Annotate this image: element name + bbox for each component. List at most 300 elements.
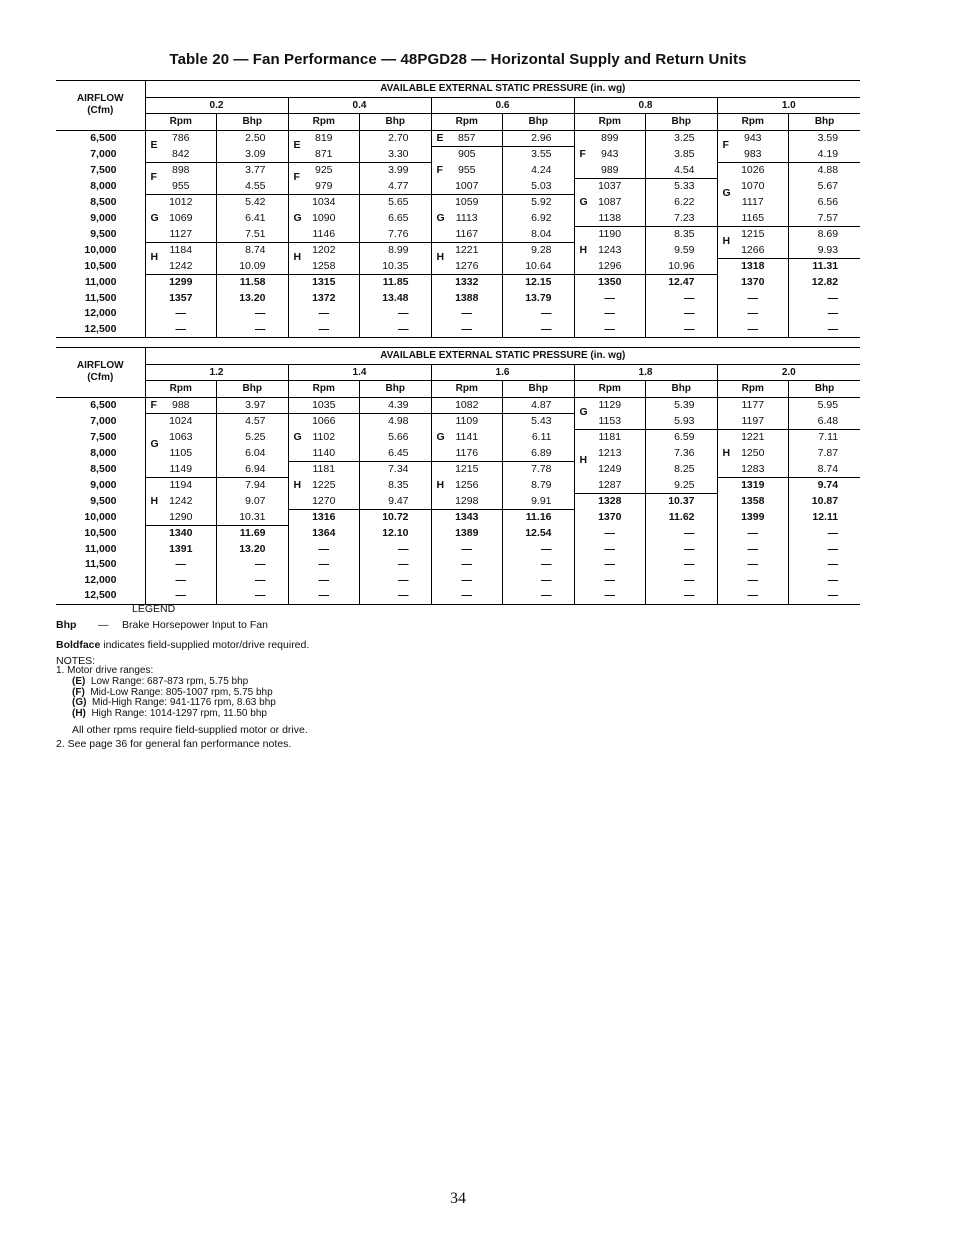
rpm-value: 1167 xyxy=(455,227,479,240)
rpm-header: Rpm xyxy=(288,381,360,398)
rpm-cell xyxy=(288,322,360,338)
rpm-value: — xyxy=(318,322,329,335)
rpm-cell xyxy=(717,227,789,247)
rpm-cell xyxy=(288,542,360,558)
table-row xyxy=(56,179,860,195)
bhp-header: Bhp xyxy=(217,381,289,398)
bhp-cell: 12.54 xyxy=(503,526,575,542)
rpm-value: — xyxy=(604,526,615,539)
rpm-cell xyxy=(574,557,646,573)
rpm-cell xyxy=(288,446,360,462)
bhp-cell: — xyxy=(646,542,718,558)
rpm-value: 1141 xyxy=(455,430,479,443)
rpm-cell xyxy=(717,275,789,291)
rpm-cell xyxy=(717,526,789,542)
bhp-cell: 4.57 xyxy=(217,414,289,430)
rpm-cell xyxy=(574,163,646,179)
bhp-cell: — xyxy=(503,306,575,322)
bhp-cell: 11.69 xyxy=(217,526,289,542)
drive-range-marker: E xyxy=(293,138,301,151)
rpm-cell xyxy=(574,130,646,147)
drive-range-marker: F xyxy=(293,171,300,183)
table-row xyxy=(56,478,860,494)
bhp-cell: — xyxy=(789,291,861,307)
airflow-cell: 12,500 xyxy=(56,588,145,604)
airflow-label: AIRFLOW xyxy=(76,360,124,372)
rpm-cell xyxy=(431,462,503,478)
rpm-value: 1266 xyxy=(741,243,765,256)
rpm-cell xyxy=(288,588,360,604)
bhp-cell: 8.35 xyxy=(646,227,718,243)
rpm-value: 1113 xyxy=(455,211,478,224)
rpm-cell xyxy=(574,211,646,227)
rpm-cell xyxy=(717,291,789,307)
rpm-cell xyxy=(717,397,789,414)
airflow-label: AIRFLOW xyxy=(76,93,124,105)
legend-definition: Brake Horsepower Input to Fan xyxy=(122,619,268,631)
rpm-cell xyxy=(574,542,646,558)
rpm-value: 1194 xyxy=(169,479,193,491)
rpm-value: 1270 xyxy=(312,494,336,507)
rpm-value: 1153 xyxy=(598,414,622,427)
rpm-cell xyxy=(431,195,503,211)
rpm-cell xyxy=(431,147,503,163)
rpm-value: — xyxy=(318,542,329,555)
rpm-value: — xyxy=(604,573,615,586)
range-text: Low Range: 687-873 rpm, 5.75 bhp xyxy=(85,676,249,687)
bhp-cell: — xyxy=(503,557,575,573)
rpm-cell xyxy=(574,275,646,291)
bhp-cell: 10.37 xyxy=(646,494,718,510)
cfm-label: (Cfm) xyxy=(87,105,114,117)
table-row xyxy=(56,259,860,275)
airflow-cell: 9,000 xyxy=(90,211,117,224)
rpm-value: 871 xyxy=(314,147,333,160)
rpm-cell xyxy=(145,275,217,291)
rpm-cell xyxy=(574,322,646,338)
rpm-cell xyxy=(288,306,360,322)
table-row xyxy=(56,322,860,338)
table-row xyxy=(56,211,860,227)
rpm-cell xyxy=(574,430,646,446)
rpm-value: 955 xyxy=(457,163,476,176)
rpm-value: 1350 xyxy=(598,276,622,288)
rpm-value: 819 xyxy=(314,131,333,144)
rpm-value: 1315 xyxy=(312,276,336,288)
rpm-value: 1177 xyxy=(741,398,765,411)
airflow-cell: 12,500 xyxy=(56,322,145,338)
rpm-value: 1215 xyxy=(741,228,765,240)
rpm-cell xyxy=(145,494,217,510)
bhp-cell: 12.47 xyxy=(646,275,718,291)
rpm-cell xyxy=(431,494,503,510)
bhp-cell: — xyxy=(646,573,718,589)
rpm-value: — xyxy=(747,558,758,570)
bhp-cell: 7.23 xyxy=(646,211,718,227)
rpm-value: 905 xyxy=(457,148,476,160)
boldface-note: indicates field-supplied motor/drive required. xyxy=(100,639,310,651)
bhp-header: Bhp xyxy=(503,114,575,131)
rpm-cell xyxy=(717,163,789,179)
fan-performance-table-high xyxy=(56,347,860,605)
bhp-cell: 8.25 xyxy=(646,462,718,478)
bhp-cell: 12.10 xyxy=(360,526,432,542)
bhp-cell: 8.35 xyxy=(360,478,432,494)
rpm-cell xyxy=(717,322,789,338)
rpm-cell xyxy=(145,510,217,526)
bhp-cell: 4.19 xyxy=(789,147,861,163)
bhp-cell: 8.99 xyxy=(360,243,432,259)
bhp-cell: 3.30 xyxy=(360,147,432,163)
table-row xyxy=(56,557,860,573)
rpm-cell xyxy=(288,275,360,291)
drive-range-marker: H xyxy=(293,478,302,491)
bhp-cell: 5.65 xyxy=(360,195,432,211)
rpm-cell xyxy=(574,588,646,604)
rpm-value: — xyxy=(747,322,758,335)
rpm-cell xyxy=(717,306,789,322)
rpm-value: 988 xyxy=(171,398,190,411)
rpm-cell xyxy=(431,588,503,604)
rpm-value: 1370 xyxy=(741,275,765,288)
rpm-value: 1389 xyxy=(455,526,479,539)
airflow-cell: 7,500 xyxy=(90,430,117,443)
rpm-header: Rpm xyxy=(145,114,217,131)
rpm-value: — xyxy=(604,558,615,570)
rpm-header: Rpm xyxy=(145,381,217,398)
rpm-value: 1213 xyxy=(598,446,622,459)
bhp-cell: 8.74 xyxy=(217,243,289,259)
bhp-cell: 9.91 xyxy=(503,494,575,510)
bhp-cell: — xyxy=(789,557,861,573)
airflow-cell: 6,500 xyxy=(90,131,117,144)
rpm-cell xyxy=(431,510,503,526)
rpm-value: 1372 xyxy=(312,291,336,304)
rpm-cell xyxy=(145,542,217,558)
pressure-header: 1.0 xyxy=(717,97,860,114)
drive-range-marker: G xyxy=(436,430,445,443)
rpm-cell xyxy=(717,430,789,446)
bhp-cell: — xyxy=(503,322,575,338)
rpm-value: 1250 xyxy=(741,446,765,459)
bhp-cell: 7.94 xyxy=(217,478,289,494)
rpm-value: — xyxy=(461,589,472,601)
bhp-cell: 2.70 xyxy=(360,130,432,147)
airflow-cell: 10,500 xyxy=(84,526,117,539)
drive-range-marker: G xyxy=(150,211,159,224)
rpm-cell xyxy=(717,446,789,462)
bhp-cell: — xyxy=(789,306,861,322)
bhp-header: Bhp xyxy=(646,114,718,131)
rpm-value: 1202 xyxy=(312,244,336,256)
bhp-header: Bhp xyxy=(646,381,718,398)
table-row xyxy=(56,462,860,478)
bhp-cell: 6.45 xyxy=(360,446,432,462)
rpm-header: Rpm xyxy=(574,114,646,131)
airflow-cell: 10,000 xyxy=(84,243,117,256)
rpm-value: 1316 xyxy=(312,511,336,523)
rpm-value: — xyxy=(461,542,472,555)
legend-abbr: Bhp xyxy=(56,619,77,631)
rpm-cell xyxy=(145,163,217,183)
pressure-header: 1.4 xyxy=(288,364,431,381)
bhp-cell: 9.47 xyxy=(360,494,432,510)
bhp-cell: 8.74 xyxy=(789,462,861,478)
drive-range-marker: F xyxy=(150,171,157,183)
bhp-cell: 2.50 xyxy=(217,130,289,147)
pressure-header: 1.2 xyxy=(145,364,288,381)
note-1: 1. Motor drive ranges: xyxy=(56,665,154,676)
bhp-cell: 13.20 xyxy=(217,542,289,558)
airflow-cell: 12,000 xyxy=(84,573,117,586)
rpm-cell xyxy=(145,211,217,227)
rpm-value: 1276 xyxy=(455,259,479,272)
bhp-cell: 12.15 xyxy=(503,275,575,291)
bhp-cell: 3.99 xyxy=(360,163,432,179)
esp-header: AVAILABLE EXTERNAL STATIC PRESSURE (in. wg) xyxy=(145,348,860,365)
bhp-cell: 9.59 xyxy=(646,243,718,259)
rpm-value: 1283 xyxy=(741,462,765,475)
bhp-cell: 12.11 xyxy=(789,510,861,526)
rpm-cell xyxy=(574,462,646,478)
rpm-value: 1066 xyxy=(312,415,336,427)
drive-range-marker: F xyxy=(722,138,729,151)
bhp-cell: 10.87 xyxy=(789,494,861,510)
rpm-cell xyxy=(431,259,503,275)
rpm-value: 1399 xyxy=(741,510,765,523)
rpm-cell xyxy=(145,147,217,163)
pressure-header: 1.6 xyxy=(431,364,574,381)
bhp-cell: 12.82 xyxy=(789,275,861,291)
bhp-cell: 5.92 xyxy=(503,195,575,211)
rpm-value: 1298 xyxy=(455,494,479,507)
rpm-value: — xyxy=(747,542,758,555)
airflow-cell: 7,500 xyxy=(90,163,117,176)
bhp-cell: 2.96 xyxy=(503,130,575,147)
range-text: High Range: 1014-1297 rpm, 11.50 bhp xyxy=(85,707,267,719)
rpm-cell xyxy=(288,179,360,195)
rpm-value: — xyxy=(461,558,472,570)
rpm-value: 1249 xyxy=(598,462,622,475)
airflow-cell: 11,000 xyxy=(84,542,117,555)
table-row xyxy=(56,147,860,163)
rpm-value: 1090 xyxy=(312,211,336,224)
bhp-cell: — xyxy=(789,573,861,589)
rpm-value: 1109 xyxy=(455,415,479,427)
rpm-value: 943 xyxy=(600,147,619,160)
rpm-cell xyxy=(717,557,789,573)
rpm-header: Rpm xyxy=(288,114,360,131)
pressure-header: 0.8 xyxy=(574,97,717,114)
rpm-cell xyxy=(574,478,646,494)
rpm-value: 899 xyxy=(600,131,619,144)
rpm-cell xyxy=(717,179,789,199)
rpm-cell xyxy=(288,147,360,163)
rpm-value: — xyxy=(175,307,186,319)
table-row xyxy=(56,195,860,211)
bhp-cell: — xyxy=(789,588,861,604)
bhp-cell: 7.76 xyxy=(360,227,432,243)
bhp-cell: — xyxy=(360,322,432,338)
table-row xyxy=(56,542,860,558)
rpm-value: — xyxy=(461,573,472,586)
bhp-cell: 8.04 xyxy=(503,227,575,243)
airflow-cell: 7,000 xyxy=(90,147,117,160)
bhp-cell: 9.28 xyxy=(503,243,575,259)
rpm-cell xyxy=(431,163,503,179)
rpm-value: — xyxy=(175,573,186,586)
rpm-cell xyxy=(431,179,503,195)
rpm-cell xyxy=(431,243,503,263)
rpm-cell xyxy=(145,227,217,243)
bhp-cell: — xyxy=(217,306,289,322)
bhp-cell: 11.31 xyxy=(789,259,861,275)
bhp-cell: 4.24 xyxy=(503,163,575,179)
drive-range-marker: H xyxy=(150,494,159,507)
airflow-cell: 9,500 xyxy=(90,227,117,240)
drive-range-marker: G xyxy=(293,430,302,443)
rpm-cell xyxy=(288,478,360,494)
bhp-cell: 5.93 xyxy=(646,414,718,430)
rpm-value: 1340 xyxy=(169,527,193,539)
bhp-cell: 8.69 xyxy=(789,227,861,243)
rpm-cell xyxy=(431,211,503,227)
bhp-cell: 6.04 xyxy=(217,446,289,462)
range-code: (G) xyxy=(72,697,87,708)
bhp-cell: 10.96 xyxy=(646,259,718,275)
rpm-value: 1102 xyxy=(312,430,336,443)
bhp-cell: — xyxy=(503,573,575,589)
rpm-cell xyxy=(288,462,360,478)
drive-range-marker: F xyxy=(150,398,157,411)
bhp-cell: — xyxy=(646,306,718,322)
rpm-cell xyxy=(574,179,646,195)
rpm-cell xyxy=(288,130,360,151)
airflow-header xyxy=(56,348,145,398)
rpm-cell xyxy=(431,291,503,307)
rpm-cell xyxy=(574,259,646,275)
bhp-header: Bhp xyxy=(360,381,432,398)
rpm-cell xyxy=(288,494,360,510)
rpm-value: 1176 xyxy=(455,446,479,459)
rpm-value: — xyxy=(318,573,329,586)
rpm-value: 1242 xyxy=(169,259,193,272)
rpm-header: Rpm xyxy=(717,114,789,131)
bhp-cell: — xyxy=(646,291,718,307)
note-2: 2. See page 36 for general fan performance notes. xyxy=(56,738,292,750)
bhp-cell: 4.54 xyxy=(646,163,718,179)
bhp-cell: 9.93 xyxy=(789,243,861,259)
rpm-cell xyxy=(717,130,789,151)
rpm-value: 1149 xyxy=(169,462,193,475)
rpm-cell xyxy=(288,211,360,227)
rpm-cell xyxy=(145,179,217,195)
rpm-value: — xyxy=(175,589,186,601)
bhp-cell: 7.36 xyxy=(646,446,718,462)
bhp-header: Bhp xyxy=(217,114,289,131)
table-row xyxy=(56,573,860,589)
airflow-cell: 7,000 xyxy=(90,414,117,427)
bhp-cell: — xyxy=(360,573,432,589)
rpm-value: 842 xyxy=(171,147,190,160)
rpm-cell xyxy=(717,243,789,259)
rpm-cell xyxy=(574,573,646,589)
rpm-value: 1215 xyxy=(455,463,479,475)
rpm-cell xyxy=(574,414,646,430)
boldface-label: Boldface xyxy=(56,639,101,651)
rpm-value: 1059 xyxy=(455,196,479,208)
rpm-cell xyxy=(574,243,646,259)
rpm-cell xyxy=(288,510,360,526)
rpm-cell xyxy=(431,446,503,462)
rpm-value: — xyxy=(747,589,758,601)
rpm-value: 1190 xyxy=(598,228,622,240)
rpm-cell xyxy=(431,526,503,542)
rpm-value: — xyxy=(461,322,472,335)
pressure-header: 1.8 xyxy=(574,364,717,381)
bhp-cell: 3.97 xyxy=(217,397,289,414)
rpm-value: — xyxy=(604,307,615,319)
rpm-cell xyxy=(288,291,360,307)
drive-range-marker: G xyxy=(150,437,159,450)
drive-range-marker: H xyxy=(150,251,159,263)
airflow-cell: 10,000 xyxy=(84,510,117,523)
bhp-cell: 5.03 xyxy=(503,179,575,195)
rpm-value: 983 xyxy=(743,147,762,160)
bhp-cell: 5.95 xyxy=(789,397,861,414)
rpm-value: — xyxy=(318,307,329,319)
rpm-cell xyxy=(288,227,360,243)
rpm-value: 925 xyxy=(314,164,333,176)
bhp-cell: 5.39 xyxy=(646,397,718,414)
rpm-cell xyxy=(717,588,789,604)
rpm-value: 1318 xyxy=(741,260,765,272)
rpm-cell xyxy=(145,322,217,338)
rpm-value: 1127 xyxy=(169,227,193,240)
airflow-cell: 8,000 xyxy=(90,179,117,192)
bhp-cell: — xyxy=(789,322,861,338)
drive-range-marker: H xyxy=(579,243,588,256)
rpm-cell xyxy=(431,573,503,589)
pressure-header: 0.4 xyxy=(288,97,431,114)
rpm-value: 1197 xyxy=(741,414,765,427)
bhp-cell: — xyxy=(646,557,718,573)
rpm-cell xyxy=(288,526,360,542)
rpm-cell xyxy=(574,446,646,466)
drive-range-marker: H xyxy=(722,235,731,247)
bhp-cell: — xyxy=(217,557,289,573)
bhp-header: Bhp xyxy=(503,381,575,398)
bhp-cell: 5.67 xyxy=(789,179,861,195)
bhp-cell: — xyxy=(217,322,289,338)
rpm-value: 1184 xyxy=(169,244,193,256)
note-other: All other rpms require field-supplied motor or drive. xyxy=(72,724,308,736)
rpm-value: 1370 xyxy=(598,510,622,523)
rpm-cell xyxy=(288,557,360,573)
bhp-cell: 7.34 xyxy=(360,462,432,478)
rpm-cell xyxy=(431,430,503,446)
bhp-cell: 5.25 xyxy=(217,430,289,446)
rpm-value: 1012 xyxy=(169,196,193,208)
rpm-cell xyxy=(431,478,503,494)
rpm-cell xyxy=(145,573,217,589)
bhp-cell: 10.64 xyxy=(503,259,575,275)
bhp-cell: 7.57 xyxy=(789,211,861,227)
table-row xyxy=(56,306,860,322)
rpm-value: 1087 xyxy=(598,195,622,208)
rpm-value: 1146 xyxy=(312,227,336,240)
fan-performance-table-low xyxy=(56,80,860,338)
